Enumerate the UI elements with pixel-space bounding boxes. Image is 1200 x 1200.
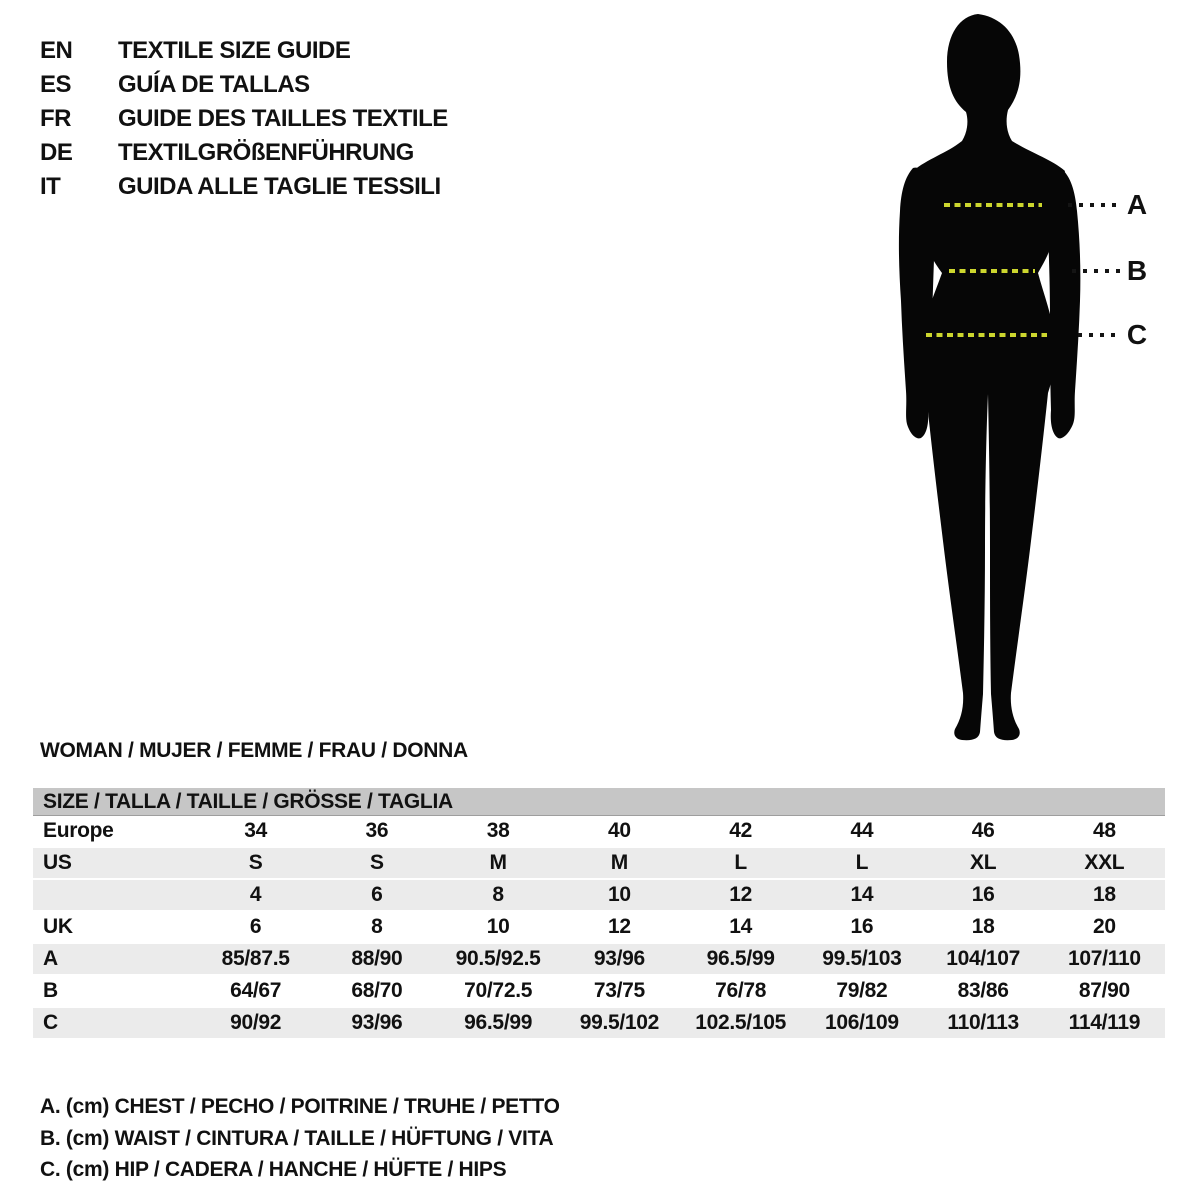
table-cell: 96.5/99	[464, 1011, 533, 1034]
table-row-europe	[33, 816, 1165, 848]
table-cell: 12	[729, 883, 752, 906]
table-cell: 106/109	[824, 1011, 899, 1034]
language-row-fr	[40, 102, 448, 136]
table-cell: L	[734, 851, 747, 874]
table-cell: 36	[365, 819, 389, 842]
table-row-waist	[33, 976, 1165, 1008]
table-cell: 10	[607, 883, 631, 906]
table-row-us	[33, 848, 1165, 880]
table-cell: 76/78	[715, 979, 767, 1002]
table-cell: 34	[244, 819, 267, 842]
language-code: DE	[40, 139, 73, 166]
size-table	[33, 788, 1165, 1040]
table-cell: 20	[1092, 915, 1116, 938]
table-cell: 48	[1092, 819, 1116, 842]
language-code: ES	[40, 71, 72, 98]
table-cell: S	[370, 851, 384, 874]
language-row-it	[40, 170, 448, 204]
marker-label-hip: C	[1126, 319, 1148, 350]
language-code: EN	[40, 37, 73, 64]
table-cell: S	[248, 851, 263, 874]
table-cell: 38	[486, 819, 510, 842]
measurement-legend	[40, 1091, 560, 1186]
row-label: A	[43, 947, 58, 970]
table-cell: 96.5/99	[706, 947, 775, 970]
woman-silhouette-body	[913, 14, 1065, 740]
table-cell: 99.5/102	[579, 1011, 660, 1034]
table-cell: 70/72.5	[464, 979, 533, 1002]
table-cell: 6	[249, 915, 262, 938]
table-header: SIZE / TALLA / TAILLE / GRÖSSE / TAGLIA	[33, 788, 1165, 816]
table-row-chest	[33, 944, 1165, 976]
table-cell: 44	[850, 819, 874, 842]
legend-waist: B. (cm) WAIST / CINTURA / TAILLE / HÜFTUNG / VITA	[40, 1126, 554, 1150]
table-cell: XXL	[1084, 851, 1125, 874]
row-label	[33, 880, 195, 910]
language-title: GUIDE DES TAILLES TEXTILE	[118, 105, 448, 132]
table-cell: 18	[1092, 883, 1116, 906]
row-label: B	[43, 979, 58, 1002]
table-cell: M	[489, 851, 507, 874]
language-row-de	[40, 136, 448, 170]
woman-silhouette-left-arm	[899, 168, 935, 439]
table-cell: 88/90	[351, 947, 403, 970]
row-label: Europe	[43, 819, 114, 842]
table-cell: 104/107	[946, 947, 1021, 970]
table-cell: 68/70	[351, 979, 403, 1002]
row-label: C	[43, 1011, 58, 1034]
table-row-hip	[33, 1008, 1165, 1040]
table-cell: 10	[486, 915, 510, 938]
language-list	[40, 34, 448, 204]
language-title: GUÍA DE TALLAS	[118, 71, 310, 98]
row-label: US	[43, 851, 72, 874]
marker-label-chest: A	[1126, 189, 1148, 220]
table-row-uk	[33, 912, 1165, 944]
language-row-es	[40, 68, 448, 102]
section-title: WOMAN / MUJER / FEMME / FRAU / DONNA	[40, 739, 468, 762]
table-cell: 8	[371, 915, 383, 938]
table-cell: 90/92	[230, 1011, 282, 1034]
marker-label-waist: B	[1126, 255, 1148, 286]
table-cell: 87/90	[1078, 979, 1130, 1002]
table-cell: 16	[850, 915, 874, 938]
legend-chest: A. (cm) CHEST / PECHO / POITRINE / TRUHE / PETTO	[40, 1095, 560, 1118]
table-cell: 16	[971, 883, 995, 906]
table-cell: 83/86	[957, 979, 1009, 1002]
table-cell: 85/87.5	[221, 947, 290, 970]
table-cell: 14	[729, 915, 752, 938]
table-cell: 40	[607, 819, 631, 842]
table-cell: 107/110	[1068, 947, 1141, 970]
table-cell: 18	[971, 915, 995, 938]
table-cell: 99.5/103	[822, 947, 902, 970]
table-cell: 42	[729, 819, 752, 842]
language-code: FR	[40, 105, 71, 132]
table-cell: 93/96	[593, 947, 645, 970]
table-cell: 46	[971, 819, 995, 842]
table-cell: 110/113	[947, 1011, 1019, 1034]
table-row-us-numeric	[33, 880, 1165, 912]
table-cell: L	[855, 851, 869, 874]
row-label: UK	[43, 915, 73, 938]
legend-hip: C. (cm) HIP / CADERA / HANCHE / HÜFTE / HIPS	[40, 1158, 507, 1181]
table-cell: XL	[970, 851, 997, 874]
table-cell: 14	[850, 883, 874, 906]
language-title: GUIDA ALLE TAGLIE TESSILI	[118, 173, 441, 200]
language-code: IT	[40, 173, 61, 200]
woman-silhouette-right-arm	[1048, 168, 1081, 439]
table-cell: 90.5/92.5	[455, 947, 541, 970]
table-cell: 102.5/105	[695, 1011, 786, 1034]
table-cell: 6	[371, 883, 383, 906]
table-cell: 93/96	[351, 1011, 403, 1034]
table-cell: 79/82	[836, 979, 888, 1002]
language-row-en	[40, 34, 448, 68]
table-cell: 114/119	[1068, 1011, 1141, 1034]
table-cell: 8	[492, 883, 504, 906]
language-title: TEXTILGRÖßENFÜHRUNG	[118, 139, 414, 166]
table-cell: 73/75	[593, 979, 645, 1002]
table-cell: 4	[249, 883, 262, 906]
table-cell: 64/67	[230, 979, 282, 1002]
language-title: TEXTILE SIZE GUIDE	[118, 37, 351, 64]
table-cell: M	[610, 851, 628, 874]
table-cell: 12	[607, 915, 631, 938]
